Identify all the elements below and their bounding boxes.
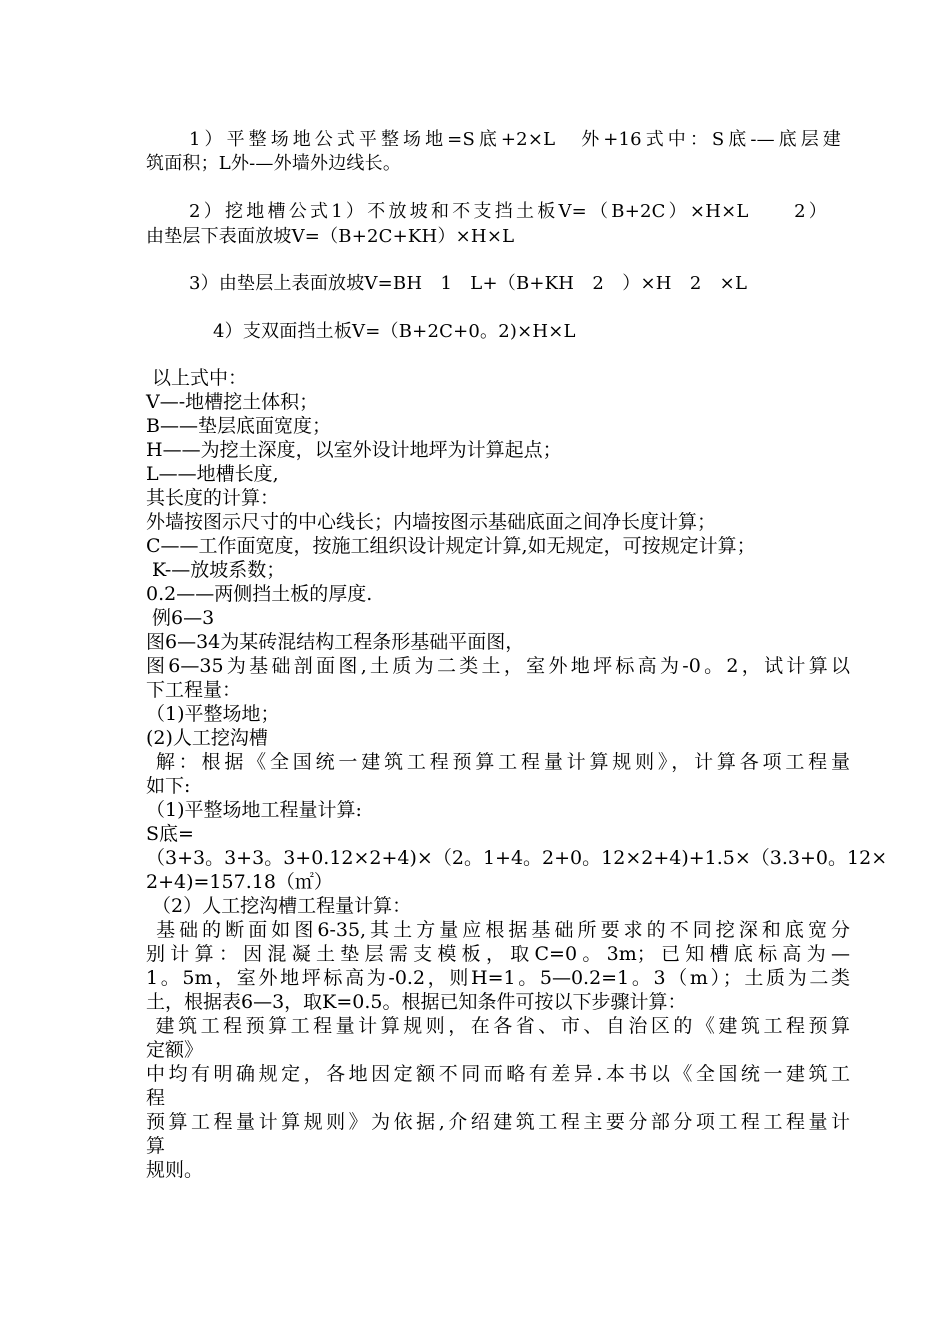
body-line: 下工程量： [146, 679, 242, 701]
body-line: 例6—3 [146, 607, 215, 629]
body-line: 图6—35为基础剖面图,土质为二类土，室外地坪标高为-0。2，试计算以 [146, 655, 850, 677]
body-line: （1)平整场地； [146, 703, 280, 725]
body-line: 预算工程量计算规则》为依据,介绍建筑工程主要分部分项工程工程量计 [146, 1111, 850, 1133]
body-line: （2）人工挖沟槽工程量计算： [146, 895, 412, 917]
body-line: (2)人工挖沟槽 [146, 727, 268, 749]
formula-3-line-1: 3）由垫层上表面放坡V=BH 1 L+（B+KH 2 ）×H 2 ×L [189, 273, 748, 294]
body-line: 规则。 [146, 1159, 204, 1181]
body-line: 1。5m，室外地坪标高为-0.2，则H=1。5—0.2=1。3（m）；土质为二类 [146, 967, 850, 989]
body-line: 定额》 [146, 1039, 204, 1061]
body-line: V—-地槽挖土体积； [146, 391, 319, 413]
body-line: （3+3。3+3。3+0.12×2+4)×（2。1+4。2+0。12×2+4)+1.5×（3.3+0。12× [146, 847, 888, 869]
body-line: 解：根据《全国统一建筑工程预算工程量计算规则》，计算各项工程量 [146, 751, 850, 773]
body-line: 以上式中： [146, 367, 248, 389]
body-line: 如下: [146, 775, 191, 797]
formula-1-line-1: 1）平整场地公式平整场地=S底+2×L 外+16式中：S底-—底层建 [189, 129, 841, 150]
body-line: 2+4)=157.18（㎡） [146, 871, 333, 893]
body-line: 建筑工程预算工程量计算规则，在各省、市、自治区的《建筑工程预算 [146, 1015, 850, 1037]
body-line: （1)平整场地工程量计算: [146, 799, 362, 821]
body-line: 中均有明确规定，各地因定额不同而略有差异.本书以《全国统一建筑工 [146, 1063, 850, 1085]
body-line: 土，根据表6—3，取K=0.5。根据已知条件可按以下步骤计算： [146, 991, 687, 1013]
body-line: S底= [146, 823, 194, 845]
body-line: B——垫层底面宽度； [146, 415, 331, 437]
body-line: 别计算：因混凝土垫层需支模板，取C=0。3m；已知槽底标高为— [146, 943, 850, 965]
body-line: H——为挖土深度，以室外设计地坪为计算起点； [146, 439, 562, 461]
body-line: L——地槽长度, [146, 463, 279, 485]
body-line: 算 [146, 1135, 166, 1157]
body-line: K-—放坡系数； [146, 559, 286, 581]
body-line: 其长度的计算： [146, 487, 280, 509]
formula-1-line-2: 筑面积；L外-—外墙外边线长。 [146, 153, 402, 174]
body-line: 0.2——两侧挡土板的厚度. [146, 583, 373, 605]
formula-4-line-1: 4）支双面挡土板V=（B+2C+0。2)×H×L [213, 321, 576, 342]
formula-2-line-1: 2）挖地槽公式1）不放坡和不支挡土板V=（B+2C）×H×L 2） [189, 201, 827, 222]
body-line: 基础的断面如图6-35,其土方量应根据基础所要求的不同挖深和底宽分 [146, 919, 850, 941]
body-line: 图6—34为某砖混结构工程条形基础平面图， [146, 631, 525, 653]
body-line: C——工作面宽度，按施工组织设计规定计算,如无规定，可按规定计算； [146, 535, 756, 557]
formula-2-line-2: 由垫层下表面放坡V=（B+2C+KH）×H×L [146, 226, 515, 247]
body-line: 外墙按图示尺寸的中心线长；内墙按图示基础底面之间净长度计算； [146, 511, 717, 533]
body-line: 程 [146, 1087, 166, 1109]
